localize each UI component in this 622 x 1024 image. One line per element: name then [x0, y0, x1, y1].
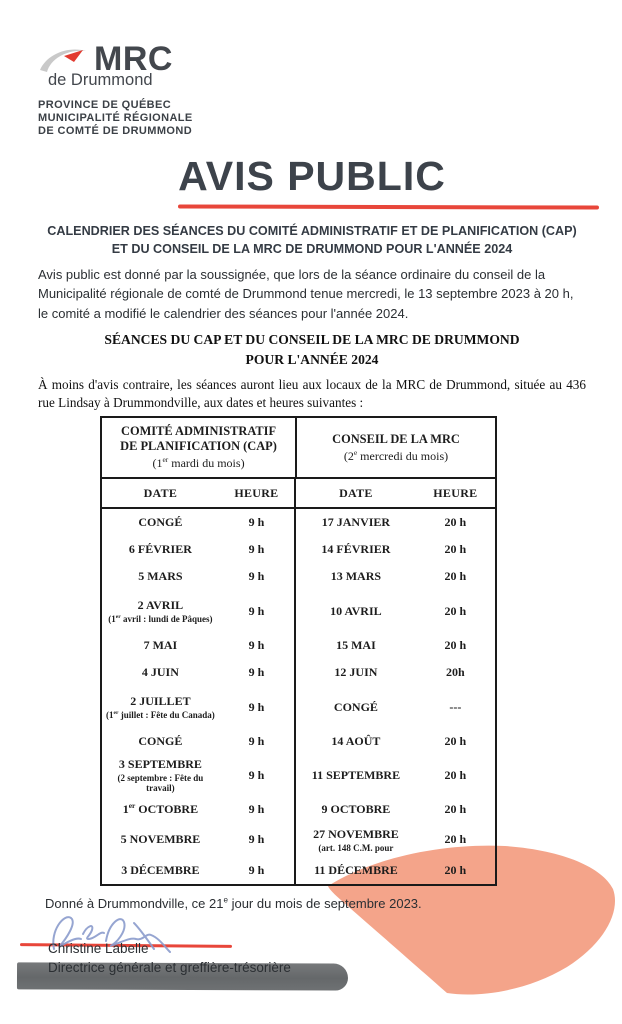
signer-name: Christine Labelle: [48, 940, 149, 956]
cap-date-cell: 7 MAI: [143, 638, 178, 653]
cap-heure-cell: 9 h: [219, 509, 296, 536]
cap-date-cell: 5 NOVEMBRE: [120, 832, 201, 847]
table-row: [102, 590, 495, 632]
signer-title: Directrice générale et greffière-trésorière: [48, 959, 291, 975]
page-title: AVIS PUBLIC: [178, 152, 446, 199]
cap-heure-cell: 9 h: [219, 755, 296, 796]
cap-group-header: [102, 418, 297, 477]
holiday-note: (1er juillet : Fête du Canada): [106, 709, 215, 720]
cap-date-cell: 3 SEPTEMBRE (2 septembre : Fête du travail): [102, 755, 219, 796]
cap-date-cell: 2 AVRIL (1er avril : lundi de Pâques): [108, 597, 213, 624]
table-column-headers: [102, 479, 495, 509]
article-note: (art. 148 C.M. pour: [318, 842, 394, 853]
cap-date-cell: 2 JUILLET (1er juillet : Fête du Canada): [106, 693, 215, 720]
conseil-date-cell: 11 DÉCEMBRE: [314, 862, 398, 877]
conseil-heure-cell: 20 h: [444, 638, 467, 653]
conseil-date-cell: 15 MAI: [336, 638, 376, 653]
cap-heure-cell: 9 h: [219, 563, 296, 590]
cap-heure-column-header: HEURE: [219, 479, 296, 507]
conseil-heure-cell: 20 h: [444, 734, 467, 749]
cap-heure-cell: 9 h: [219, 857, 296, 884]
organization-block: [38, 99, 586, 139]
conseil-heure-cell: 20 h: [444, 862, 467, 877]
table-row: [102, 536, 495, 563]
closing-line: Donné à Drummondville, ce 21e jour du mois de septembre 2023.: [45, 895, 422, 911]
table-row: [102, 686, 495, 728]
cap-date-cell: 6 FÉVRIER: [128, 542, 192, 557]
schedule-heading-line1: SÉANCES DU CAP ET DU CONSEIL DE LA MRC DE DRUMMOND: [104, 331, 520, 347]
conseil-heure-cell: 20h: [446, 665, 465, 680]
conseil-date-cell: 17 JANVIER: [321, 515, 391, 530]
table-row: [102, 823, 495, 857]
table-row: [102, 563, 495, 590]
intro-paragraph: Avis public est donné par la soussignée, que lors de la séance ordinaire du conseil de la Municipalité régionale de comté de Drummond tenue mercredi, le 13 septembre 2023 à 20 h, le comité a modifié le calendrier des séances pour l'année 2024.: [38, 267, 574, 321]
title-rule: [178, 204, 599, 209]
cap-date-cell: 5 MARS: [138, 569, 183, 584]
table-row: [102, 509, 495, 536]
cap-heure-cell: 9 h: [219, 632, 296, 659]
cap-date-column-header: DATE: [143, 486, 178, 501]
cap-heure-cell: 9 h: [219, 823, 296, 857]
brand-subtext: de Drummond: [48, 71, 153, 89]
conseil-date-cell: 27 NOVEMBRE (art. 148 C.M. pour: [313, 826, 399, 853]
table-row: [102, 632, 495, 659]
conseil-heure-cell: 20 h: [444, 801, 467, 816]
table-row: [102, 659, 495, 686]
table-row: [102, 728, 495, 755]
conseil-group-subtitle: (2e mercredi du mois): [343, 447, 449, 463]
cap-heure-cell: 9 h: [219, 659, 296, 686]
cap-heure-cell: 9 h: [219, 728, 296, 755]
table-row: [102, 857, 495, 884]
conseil-heure-cell: 20 h: [444, 515, 467, 530]
letterhead: [38, 0, 586, 139]
holiday-note: (2 septembre : Fête du travail): [117, 773, 204, 794]
conseil-date-cell: 11 SEPTEMBRE: [311, 767, 401, 782]
cap-date-cell: 1er OCTOBRE: [122, 800, 199, 816]
conseil-group-header: [297, 418, 495, 477]
mrc-logo: [38, 42, 586, 89]
cap-group-subtitle: (1er mardi du mois): [152, 455, 245, 471]
conseil-group-title: CONSEIL DE LA MRC: [332, 431, 460, 446]
cap-date-cell: 3 DÉCEMBRE: [121, 862, 200, 877]
org-line-1: PROVINCE DE QUÉBEC: [38, 98, 172, 111]
conseil-date-column-header: DATE: [339, 486, 373, 501]
conseil-heure-column-header: HEURE: [433, 486, 478, 501]
conseil-date-cell: 13 MARS: [330, 569, 382, 584]
cap-heure-cell: 9 h: [219, 590, 296, 632]
cap-heure-cell: 9 h: [219, 686, 296, 728]
location-paragraph: À moins d'avis contraire, les séances auront lieu aux locaux de la MRC de Drummond, située au 436 rue Lindsay à Drummondville, aux dates et heures suivantes :: [38, 376, 586, 410]
org-line-3: DE COMTÉ DE DRUMMOND: [38, 125, 193, 138]
cap-group-title: COMITÉ ADMINISTRATIF DE PLANIFICATION (CAP): [120, 424, 277, 454]
schedule-heading-line2: POUR L'ANNÉE 2024: [245, 352, 379, 368]
table-row: [102, 755, 495, 796]
holiday-note: (1er avril : lundi de Pâques): [108, 613, 213, 624]
conseil-date-cell: 12 JUIN: [334, 665, 378, 680]
conseil-date-cell: 14 FÉVRIER: [321, 542, 391, 557]
schedule-heading: [38, 330, 586, 371]
conseil-heure-cell: 20 h: [444, 832, 467, 847]
cap-date-cell: CONGÉ: [138, 515, 183, 530]
table-row: [102, 796, 495, 823]
cap-date-cell: 4 JUIN: [141, 665, 179, 680]
conseil-heure-cell: 20 h: [444, 767, 467, 782]
cap-heure-cell: 9 h: [219, 536, 296, 563]
conseil-date-cell: 9 OCTOBRE: [321, 801, 391, 816]
conseil-heure-cell: 20 h: [444, 603, 467, 618]
conseil-heure-cell: 20 h: [444, 542, 467, 557]
conseil-date-cell: 14 AOÛT: [331, 734, 381, 749]
conseil-date-cell: 10 AVRIL: [330, 603, 382, 618]
conseil-heure-cell: 20 h: [444, 569, 467, 584]
notice-heading: CALENDRIER DES SÉANCES DU COMITÉ ADMINISTRATIF ET DE PLANIFICATION (CAP) ET DU CONSEIL DE LA MRC DE DRUMMOND POUR L'ANNÉE 2024: [47, 223, 577, 256]
org-line-2: MUNICIPALITÉ RÉGIONALE: [38, 111, 193, 124]
schedule-table: [100, 416, 497, 885]
conseil-date-cell: CONGÉ: [333, 699, 378, 714]
table-group-headers: [102, 418, 495, 479]
conseil-heure-cell: ---: [449, 699, 462, 714]
brand-text: MRC: [94, 40, 173, 78]
cap-date-cell: CONGÉ: [138, 734, 183, 749]
cap-heure-cell: 9 h: [219, 796, 296, 823]
